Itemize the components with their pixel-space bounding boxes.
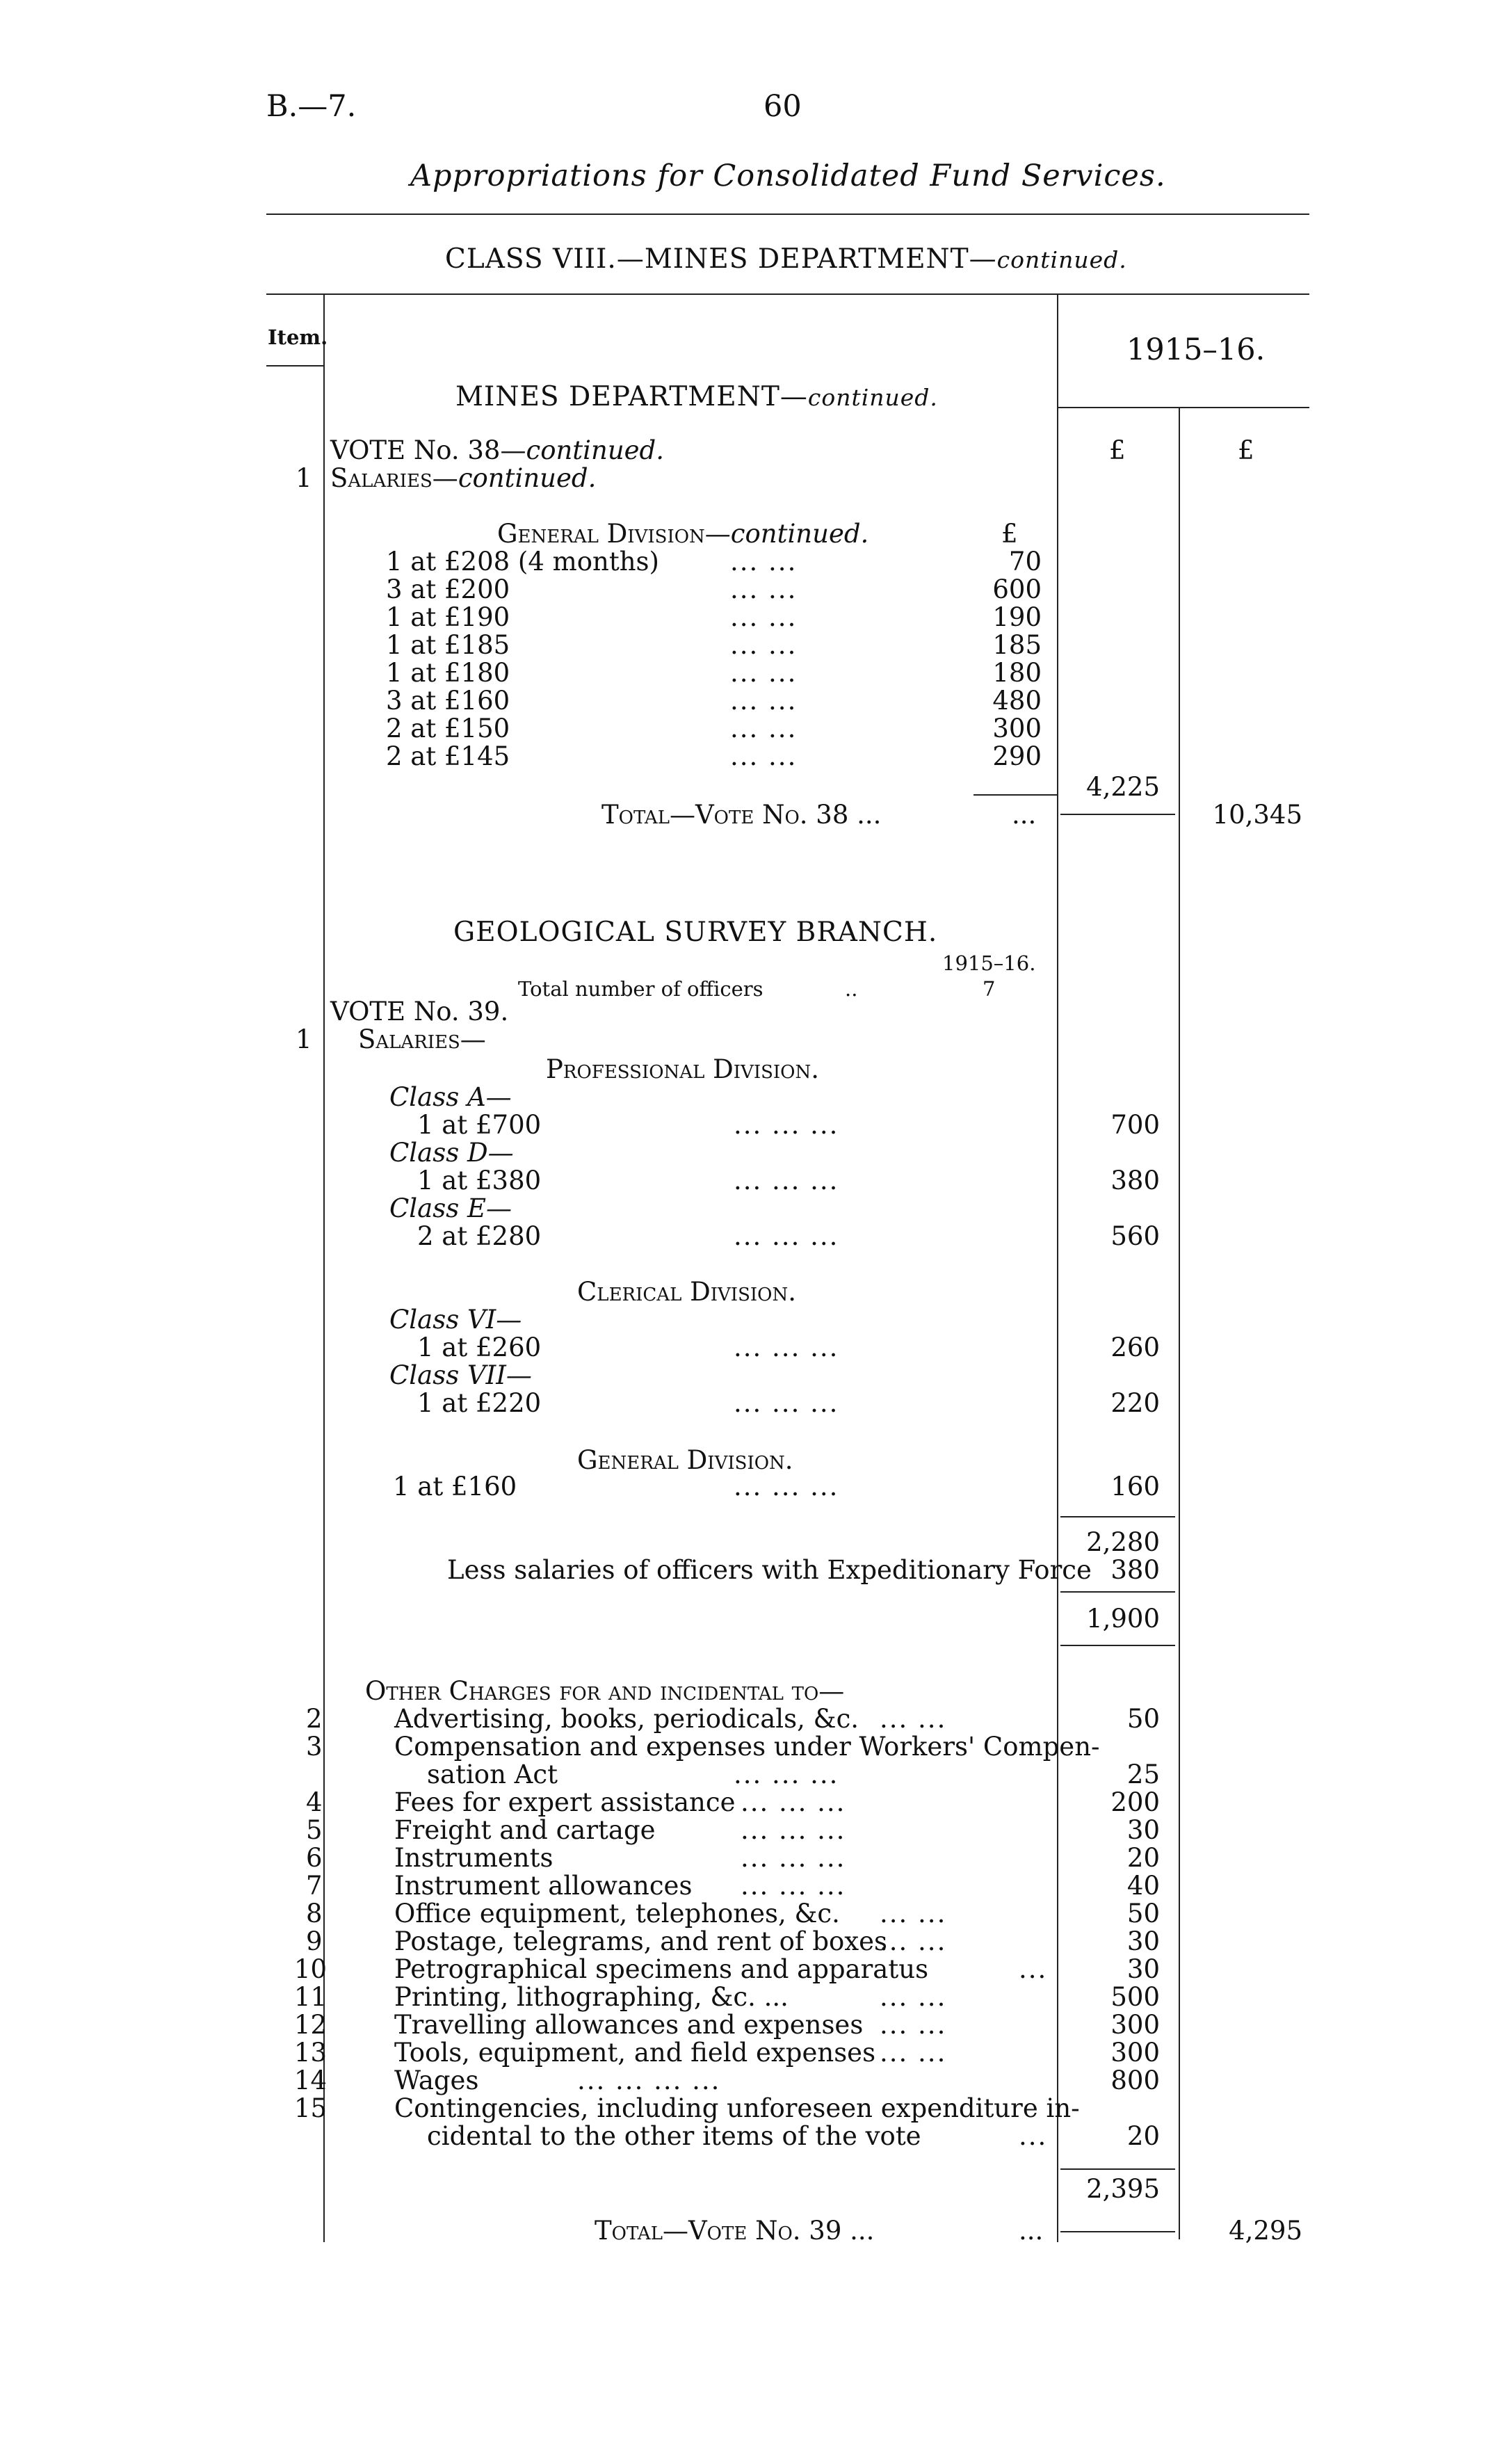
list-item: 2 at £280 bbox=[417, 1221, 542, 1251]
row-value: 260 bbox=[1110, 1332, 1160, 1362]
vote-39-total: 4,295 bbox=[1229, 2216, 1302, 2246]
item-number: 13 bbox=[294, 2038, 328, 2068]
list-item: 3 at £160 bbox=[386, 686, 510, 716]
table-top-rule bbox=[266, 293, 1309, 295]
list-item: 2 at £150 bbox=[386, 714, 510, 743]
row-value: 190 bbox=[992, 602, 1042, 632]
vote-39-total-dots: ... bbox=[1019, 2216, 1044, 2246]
row-dots: ... ... bbox=[730, 547, 798, 577]
vote-38-item-number: 1 bbox=[296, 463, 312, 493]
row-value: 600 bbox=[992, 574, 1042, 604]
vote-38-heading bbox=[330, 437, 664, 465]
row-value: 380 bbox=[1110, 1166, 1160, 1195]
row-dots: ... ... ... bbox=[734, 1388, 839, 1418]
row-value: 500 bbox=[1110, 1982, 1160, 2012]
row-dots: ... ... ... bbox=[741, 1787, 846, 1817]
class-label: Class D— bbox=[389, 1138, 514, 1168]
salaries-sum-rule bbox=[1060, 1516, 1175, 1517]
general-division-continued: continued. bbox=[730, 519, 869, 549]
list-item: 1 at £260 bbox=[417, 1332, 542, 1362]
officers-year: 1915–16. bbox=[942, 951, 1036, 975]
list-item: 1 at £700 bbox=[417, 1110, 542, 1140]
class-label: Class E— bbox=[389, 1193, 512, 1223]
class-label: Class VI— bbox=[389, 1305, 522, 1335]
row-dots: ... ... ... bbox=[741, 1815, 846, 1845]
class-heading-text: CLASS VIII.—MINES DEPARTMENT— bbox=[445, 243, 997, 275]
vote-38-continued: continued. bbox=[526, 435, 665, 465]
list-item: Fees for expert assistance bbox=[394, 1787, 736, 1817]
inner-column-divider bbox=[1057, 295, 1058, 2242]
list-item: Travelling allowances and expenses bbox=[394, 2010, 864, 2040]
list-item: 2 at £145 bbox=[386, 741, 510, 771]
item-number: 5 bbox=[306, 1815, 323, 1845]
row-value: 185 bbox=[992, 630, 1042, 660]
row-value: 300 bbox=[1110, 2038, 1160, 2068]
row-value: 30 bbox=[1126, 1926, 1160, 1956]
row-dots: ... ... bbox=[880, 2038, 947, 2068]
row-dots: ... ... bbox=[880, 1899, 947, 1928]
less-expeditionary-value: 380 bbox=[1110, 1555, 1160, 1585]
other-charges-sum-rule bbox=[1060, 2168, 1175, 2170]
row-dots: ... bbox=[1019, 1954, 1048, 1984]
vote-39-total-label: Total—Vote No. 39 ... bbox=[595, 2216, 875, 2246]
vote-39-subtotal-rule bbox=[1060, 2231, 1175, 2232]
row-value: 560 bbox=[1110, 1221, 1160, 1251]
list-item: 1 at £180 bbox=[386, 658, 510, 688]
vote-38-total: 10,345 bbox=[1212, 800, 1302, 830]
year-header-rule bbox=[1057, 407, 1309, 408]
item-number: 2 bbox=[306, 1704, 323, 1734]
list-item: Wages bbox=[394, 2066, 479, 2095]
row-dots: ... ... bbox=[730, 686, 798, 716]
list-item: Advertising, books, periodicals, &c. bbox=[394, 1704, 859, 1734]
list-item: Printing, lithographing, &c. ... bbox=[394, 1982, 789, 2012]
general-division-heading bbox=[497, 520, 868, 548]
item-number: 4 bbox=[306, 1787, 323, 1817]
list-item: Petrographical specimens and apparatus bbox=[394, 1954, 929, 1984]
item-header-rule bbox=[266, 365, 323, 367]
class-heading-continued: continued. bbox=[996, 246, 1127, 273]
item-number: 7 bbox=[306, 1871, 323, 1901]
list-item: Office equipment, telephones, &c. bbox=[394, 1899, 840, 1928]
vote-38-total-dots: ... bbox=[1012, 800, 1037, 830]
row-dots: ... ... bbox=[730, 574, 798, 604]
row-value: 290 bbox=[992, 741, 1042, 771]
vote-39-item-number: 1 bbox=[296, 1024, 312, 1054]
class-label: Class A— bbox=[389, 1082, 512, 1112]
general-division-label: General Division— bbox=[497, 519, 731, 549]
list-item: Contingencies, including unforeseen expenditure in- bbox=[394, 2093, 1080, 2123]
row-value: 20 bbox=[1126, 1843, 1160, 1873]
row-value: 20 bbox=[1126, 2121, 1160, 2151]
row-dots: ... ... bbox=[730, 658, 798, 688]
row-dots: ... ... ... bbox=[734, 1472, 839, 1501]
salaries-net-bottom-rule bbox=[1060, 1645, 1175, 1646]
row-value: 160 bbox=[1110, 1472, 1160, 1501]
item-number: 14 bbox=[294, 2066, 328, 2095]
item-number: 15 bbox=[294, 2093, 328, 2123]
less-expeditionary-label: Less salaries of officers with Expeditionary Force bbox=[447, 1555, 1092, 1585]
row-value: 25 bbox=[1126, 1760, 1160, 1789]
class-heading bbox=[445, 243, 1127, 275]
row-dots: ... ... bbox=[880, 1926, 947, 1956]
vote-39-subtotal: 2,395 bbox=[1086, 2174, 1160, 2204]
row-dots: ... ... bbox=[880, 2010, 947, 2040]
item-column-header: Item. bbox=[268, 325, 328, 349]
salaries-gross: 2,280 bbox=[1086, 1527, 1160, 1557]
subtotal-column-divider bbox=[1179, 407, 1180, 2239]
professional-division-heading: Professional Division. bbox=[546, 1054, 820, 1084]
item-number: 11 bbox=[294, 1982, 328, 2012]
vote-38-salaries-heading bbox=[330, 465, 596, 492]
row-value: 220 bbox=[1110, 1388, 1160, 1418]
list-item: Freight and cartage bbox=[394, 1815, 656, 1845]
item-number: 3 bbox=[306, 1732, 323, 1762]
officers-count: 7 bbox=[983, 977, 996, 1001]
page-reference: B.—7. bbox=[266, 89, 357, 124]
officers-label: Total number of officers bbox=[518, 977, 763, 1001]
row-dots: ... ... bbox=[730, 741, 798, 771]
row-value: 30 bbox=[1126, 1954, 1160, 1984]
row-dots: ... ... bbox=[730, 714, 798, 743]
row-dots: ... ... ... bbox=[734, 1332, 839, 1362]
row-dots: ... ... ... bbox=[741, 1871, 846, 1901]
item-number: 12 bbox=[294, 2010, 328, 2040]
row-value: 700 bbox=[1110, 1110, 1160, 1140]
class-label: Class VII— bbox=[389, 1360, 532, 1390]
officers-dots: .. bbox=[845, 977, 858, 1001]
row-value: 180 bbox=[992, 658, 1042, 688]
vote-39-salaries-heading: Salaries— bbox=[358, 1024, 486, 1054]
salaries-net: 1,900 bbox=[1086, 1604, 1160, 1634]
salaries-label: Salaries— bbox=[330, 463, 458, 493]
list-item: 1 at £208 (4 months) bbox=[386, 547, 659, 577]
list-item: Instrument allowances bbox=[394, 1871, 693, 1901]
list-item: 1 at £185 bbox=[386, 630, 510, 660]
row-dots: ... ... ... ... bbox=[577, 2066, 721, 2095]
row-value: 70 bbox=[1008, 547, 1042, 577]
row-value: 300 bbox=[992, 714, 1042, 743]
row-dots: ... ... bbox=[730, 602, 798, 632]
item-number: 6 bbox=[306, 1843, 323, 1873]
item-number: 8 bbox=[306, 1899, 323, 1928]
list-item: Tools, equipment, and field expenses bbox=[394, 2038, 876, 2068]
page-title: Appropriations for Consolidated Fund Services. bbox=[410, 159, 1166, 193]
row-dots: ... ... ... bbox=[734, 1760, 839, 1789]
department-heading bbox=[455, 381, 938, 412]
list-item: 3 at £200 bbox=[386, 574, 510, 604]
row-dots: ... ... bbox=[730, 630, 798, 660]
row-value: 800 bbox=[1110, 2066, 1160, 2095]
other-charges-heading: Other Charges for and incidental to— bbox=[365, 1676, 845, 1706]
row-value: 30 bbox=[1126, 1815, 1160, 1845]
row-dots: ... ... ... bbox=[734, 1166, 839, 1195]
row-value: 480 bbox=[992, 686, 1042, 716]
general-division-heading-39: General Division. bbox=[577, 1445, 793, 1475]
list-item: 1 at £380 bbox=[417, 1166, 542, 1195]
vote-38-subtotal: 4,225 bbox=[1086, 772, 1160, 802]
title-rule bbox=[266, 214, 1309, 215]
list-item: Compensation and expenses under Workers' Compen- bbox=[394, 1732, 1100, 1762]
row-dots: ... ... bbox=[880, 1704, 947, 1734]
list-item: 1 at £190 bbox=[386, 602, 510, 632]
pound-column-1-header: £ bbox=[1109, 435, 1126, 465]
row-dots: ... ... bbox=[880, 1982, 947, 2012]
row-value: 40 bbox=[1126, 1871, 1160, 1901]
item-number: 10 bbox=[294, 1954, 328, 1984]
row-dots: ... ... ... bbox=[734, 1110, 839, 1140]
list-item: sation Act bbox=[394, 1760, 558, 1789]
year-column-header: 1915–16. bbox=[1126, 332, 1266, 367]
row-dots: ... bbox=[1019, 2121, 1048, 2151]
department-heading-continued: continued. bbox=[807, 384, 938, 411]
row-dots: ... ... ... bbox=[734, 1221, 839, 1251]
vote-38-pound-sign: £ bbox=[1001, 519, 1018, 549]
list-item: 1 at £160 bbox=[393, 1472, 517, 1501]
page-number: 60 bbox=[763, 89, 802, 124]
row-dots: ... ... ... bbox=[741, 1843, 846, 1873]
item-column-divider bbox=[323, 295, 325, 2242]
vote-38-total-label: Total—Vote No. 38 ... bbox=[601, 800, 882, 830]
row-value: 50 bbox=[1126, 1704, 1160, 1734]
vote-38-sum-rule bbox=[973, 794, 1057, 796]
row-value: 300 bbox=[1110, 2010, 1160, 2040]
salaries-net-rule bbox=[1060, 1591, 1175, 1593]
list-item: cidental to the other items of the vote bbox=[394, 2121, 921, 2151]
vote-38-subtotal-rule bbox=[1060, 814, 1175, 815]
row-value: 200 bbox=[1110, 1787, 1160, 1817]
pound-column-2-header: £ bbox=[1238, 435, 1254, 465]
list-item: 1 at £220 bbox=[417, 1388, 542, 1418]
item-number: 9 bbox=[306, 1926, 323, 1956]
vote-39-heading: VOTE No. 39. bbox=[330, 997, 509, 1026]
geological-survey-heading: GEOLOGICAL SURVEY BRANCH. bbox=[453, 917, 938, 948]
department-heading-text: MINES DEPARTMENT— bbox=[455, 381, 808, 412]
list-item: Postage, telegrams, and rent of boxes bbox=[394, 1926, 888, 1956]
salaries-continued: continued. bbox=[458, 463, 597, 493]
row-value: 50 bbox=[1126, 1899, 1160, 1928]
list-item: Instruments bbox=[394, 1843, 554, 1873]
vote-38-label: VOTE No. 38— bbox=[330, 435, 526, 465]
clerical-division-heading: Clerical Division. bbox=[577, 1277, 796, 1307]
